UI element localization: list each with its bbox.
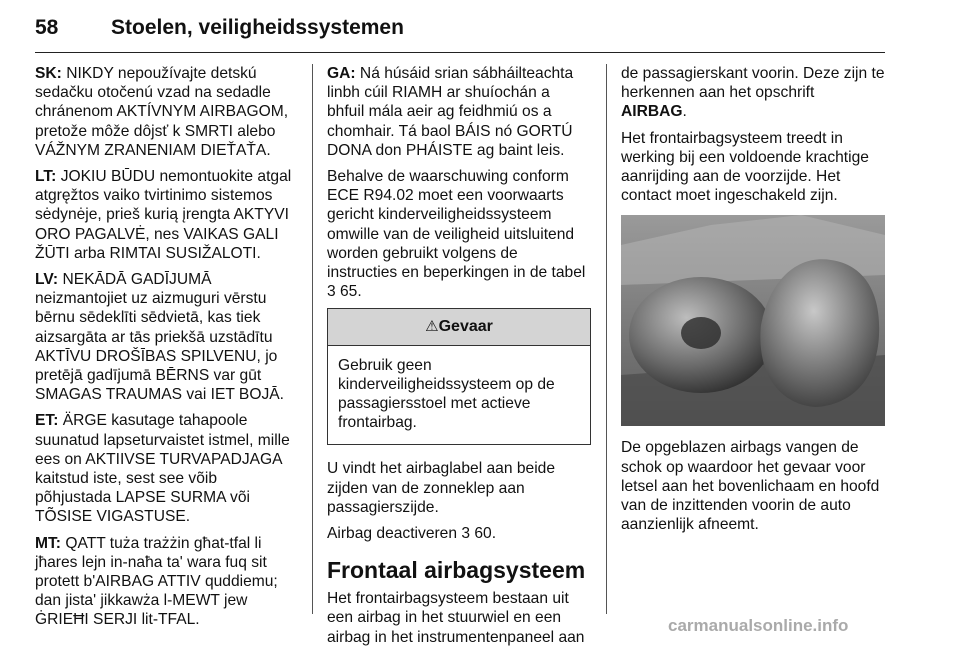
- warning-text: Ná húsáid srian sábháilteachta linbh cúil RIAMH ar shuíochán a bhfuil mála aeir ag feidhmiú os a chomhair. Tá baol BÁIS nó GORTÚ DONA don PHÁISTE ag baint leis.: [327, 65, 574, 159]
- language-code: LT:: [35, 168, 57, 186]
- body-paragraph: Het frontairbagsysteem bestaan uit een airbag in het stuurwiel en een airbag in het instrumentenpaneel aan: [327, 590, 585, 646]
- warning-triangle-icon: ⚠: [425, 318, 439, 336]
- body-paragraph: de passagierskant voorin. Deze zijn te herkennen aan het opschrift AIRBAG.: [621, 65, 885, 121]
- airbag-label-text: AIRBAG: [621, 103, 683, 121]
- warning-text: QATT tuża trażżin għat-tfal li jħares lejn in-naħa ta' wara fuq sit protett b'AIRBAG ATTIV quddiemu; dan jista' jikkawża l-MEWT jew ĠRIEĦI SERJI lit-TFAL.: [35, 534, 278, 629]
- body-paragraph: U vindt het airbaglabel aan beide zijden van de zonneklep aan passagierszijde.: [327, 460, 556, 516]
- page-header: [35, 6, 885, 53]
- section-heading: Frontaal airbagsysteem: [327, 557, 586, 584]
- warning-text: JOKIU BŪDU nemontuokite atgal atgręžtos vaiko tvirtinimo sistemos sėdynėje, prieš kurią įrengta AKTYVI ORO PAGALVĖ, nes VAIKAS GALI ŽŪTI arba RIMTAI SUSIŽALOTI.: [35, 168, 292, 262]
- danger-box-title: Gevaar: [438, 318, 493, 336]
- warning-text: NEKĀDĀ GADĪJUMĀ neizmantojiet uz aizmuguri vērstu bērnu sēdeklīti sēdvietā, kas tiek aizsargāta ar tās priekšā uzstādītu AKTĪVU DROŠĪBAS SPILVENU, jo pretējā gadījumā BĒRNS var gūt SMAGAS TRAUMAS vai IET BOJĀ.: [35, 271, 284, 404]
- danger-box: [327, 308, 591, 445]
- warning-lt: [35, 167, 297, 263]
- language-code: LV:: [35, 271, 59, 289]
- warning-text: NIKDY nepoužívajte detskú sedačku otočenú vzad na sedadle chránenom AKTÍVNYM AIRBAGOM, pretože môže dôjsť k SMRTI alebo VÁŽNYM ZRANENIAM DIEŤAŤA.: [35, 65, 289, 159]
- inflated-airbags-illustration: [621, 215, 885, 426]
- language-code: ET:: [35, 412, 59, 430]
- column-3: [621, 64, 889, 541]
- danger-box-header: [328, 309, 590, 345]
- language-code: GA:: [327, 65, 356, 82]
- language-code: SK:: [35, 65, 62, 82]
- warning-text: ÄRGE kasutage tahapoole suunatud lapseturvaistet istmel, mille ees on AKTIIVSE TURVAPADJAGA kaitstud iste, sest see võib põhjustada LAPSE SURMA või TÕSISE VIGASTUSE.: [35, 412, 290, 526]
- warning-lv: [35, 270, 297, 404]
- column-divider: [312, 64, 313, 614]
- column-divider: [606, 64, 607, 614]
- page-reference-link[interactable]: 3 65.: [327, 283, 362, 301]
- danger-box-text: Gebruik geen kinderveiligheidssysteem op de passagiersstoel met actieve frontairbag.: [338, 356, 555, 432]
- warning-mt: [35, 534, 297, 630]
- body-paragraph: Het frontairbagsysteem treedt in werking bij een voldoende krachtige aanrijding aan de voorzijde. Het contact moet ingeschakeld zijn.: [621, 129, 869, 205]
- warning-ga: [327, 64, 591, 160]
- airbag-deactivate-reference[interactable]: Airbag deactiveren 3 60.: [327, 525, 497, 543]
- body-paragraph: Behalve de waarschuwing conform ECE R94.02 moet een voorwaarts gericht kinderveiligheidssysteem omwille van de veiligheid uitsluitend worden gebruikt volgens de instructies en beperkingen in de tabel 3 65.: [327, 168, 586, 301]
- page-number: 58: [35, 16, 59, 39]
- column-2: [327, 64, 591, 654]
- warning-sk: [35, 64, 297, 160]
- watermark-text: carmanualsonline.info: [668, 616, 849, 635]
- language-code: MT:: [35, 534, 61, 552]
- warning-et: [35, 411, 297, 526]
- column-1: [35, 64, 297, 637]
- page-title: Stoelen, veiligheidssystemen: [111, 16, 404, 39]
- inflated-airbags-photo: [621, 215, 885, 426]
- photo-caption: De opgeblazen airbags vangen de schok op waardoor het gevaar voor letsel aan het bovenlichaam en hoofd van de inzittenden voorin de auto aanzienlijk afneemt.: [621, 439, 880, 534]
